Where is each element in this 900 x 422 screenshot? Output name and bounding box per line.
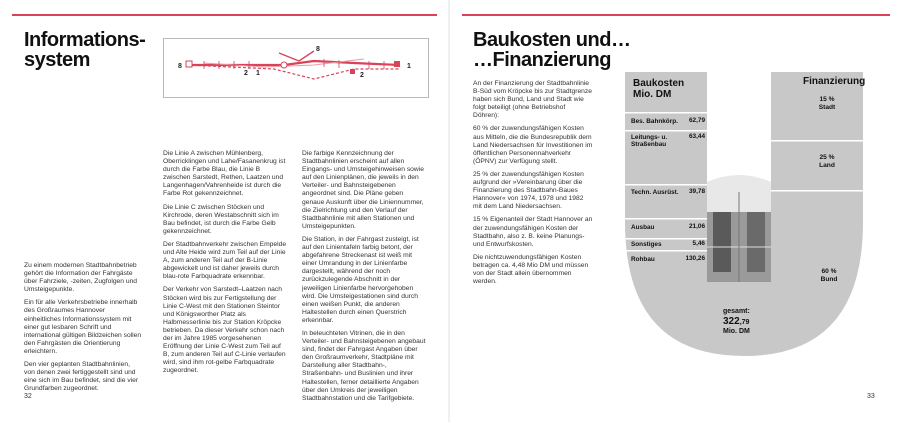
paragraph: Die nichtzuwendungsfähigen Kosten betragen ca. 4,48 Mio DM und müssen von der Stadt allein übernommen werden. <box>473 253 589 286</box>
cost-label: Sonstiges <box>631 241 662 248</box>
total-integer: 322 <box>723 316 740 327</box>
share-percent: 60 % <box>821 268 837 275</box>
title-line-2: …Finanzierung <box>473 49 611 71</box>
cost-heading-line2: Mio. DM <box>633 89 672 100</box>
share-land <box>807 154 847 170</box>
map-label-8-north: 8 <box>316 46 320 53</box>
paragraph: Die Station, in der Fahrgast zusteigt, ist auf den Linientafeln farbig betont, der abgefahrene Streckenast ist weiß mit einer Umrandung in der Linienfarbe dargestellt, während der noch zurückzulegende Abschnitt in der jeweiligen Linienfarbe hervorgehoben wird. Die Umsteigestationen sind durch einen weißen Punkt, die anderen Haltestellen durch einen Querstrich erkennbar. <box>302 235 419 324</box>
paragraph: 25 % der zuwendungsfähigen Kosten aufgrund der »Vereinbarung über die Finanzierung des Stadtbahn-Baues Hannover« von 1974, 1978 und 1982 mit dem Land Niedersachsen. <box>473 170 584 211</box>
map-label-1-east: 1 <box>407 63 411 70</box>
paragraph: Ein für alle Verkehrsbetriebe innerhalb des Großraumes Hannover einheitliches Informationssystem mit einer gut lesbaren Schrift und international gültigen Bildzeichen sollen den Fahrgästen die Orientierung erleichtern. <box>24 299 142 355</box>
terminus-marker-8 <box>186 61 192 67</box>
line-b-branch <box>188 65 400 79</box>
share-stadt <box>807 96 847 112</box>
network-map <box>163 38 429 98</box>
paragraph: 15 % Eigenanteil der Stadt Hannover an der zuwendungsfähigen Kosten der Stadtbahn, also z. B. keine Planungs- und Entwurfskosten. <box>473 216 593 248</box>
share-bund <box>809 268 849 284</box>
paragraph: Der Stadtbahnverkehr zwischen Empelde und Alte Heide wird zum Teil auf der Linie A, zum anderen Teil auf der B-Linie abgewickelt und ist daher jeweils durch blau-rote Farbquadrate erkennbar. <box>163 240 287 281</box>
transfer-station <box>281 62 287 68</box>
paragraph: In beleuchteten Vitrinen, die in den Verteiler- und Bahnsteigebenen angebaut sind, findet der Fahrgast Angaben über den Großraumverkehr, Stadtpläne mit Darstellung aller Stadtbahn-, Straßenbahn- und Buslinien und ihrer Haltestellen, ferner detaillierte Angaben über den Umkreis der jeweiligen Stadtbahnstation und die Tarifgebiete. <box>302 329 426 402</box>
line-branch-north <box>279 51 314 61</box>
total-label: gesamt: <box>723 308 750 315</box>
cost-value: 39,78 <box>689 188 705 195</box>
paragraph: An der Finanzierung der Stadtbahnlinie B-Süd vom Kröpcke bis zur Stadtgrenze haben sich Bund, Land und Stadt wie folgt beteiligt (ohne Betriebshof Döhren): <box>473 80 592 120</box>
map-label-8-west: 8 <box>178 63 182 70</box>
share-percent: 15 % <box>819 96 835 103</box>
paragraph: Den vier geplanten Stadtbahnlinien, von denen zwei fertiggestellt sind und eine sich im Bau befindet, sind die vier Grundfarben zugeordnet. <box>24 361 139 393</box>
cost-value: 21,06 <box>689 223 705 230</box>
cost-value: 5,46 <box>692 240 705 247</box>
paragraph: Die Linie C zwischen Stöcken und Kirchrode, deren Westabschnitt sich im Bau befindet, ist durch die Farbe Gelb gekennzeichnet. <box>163 203 279 235</box>
cost-label: Ausbau <box>631 224 655 231</box>
top-rule-right <box>462 14 890 16</box>
financing-heading: Finanzierung <box>803 76 866 87</box>
page-number-left: 32 <box>24 393 32 400</box>
total-unit: Mio. DM <box>723 328 750 335</box>
text-column-signage <box>302 150 427 408</box>
cost-financing-graphic <box>611 72 867 356</box>
cost-value: 62,79 <box>689 117 705 124</box>
title-line-1: Baukosten und… <box>473 29 631 51</box>
cost-label: Leitungs- u. Straßenbau <box>631 134 668 148</box>
share-name: Bund <box>820 276 838 283</box>
page-title-left <box>24 30 149 70</box>
station-photo <box>707 175 771 282</box>
cost-heading <box>633 78 684 100</box>
cost-label: Bes. Bahnkörp. <box>631 118 678 125</box>
paragraph: Der Verkehr von Sarstedt–Laatzen nach Stöcken wird bis zur Fertigstellung der Linie C-West mit den Stationen Steintor und Königsworther Platz als Halbmesserlinie bis zur Station Kröpcke betrieben. Da dieser Verkehr schon nach der im Jahre 1985 vorgesehenen Eröffnung der Linie C-West zum Teil auf B, zum anderen Teil auf C-Linie verlaufen wird, sind ihm rot-gelbe Farbquadrate zugeordnet. <box>163 286 286 375</box>
text-column-financing <box>473 80 593 291</box>
share-name: Stadt <box>818 104 836 111</box>
paragraph: Die farbige Kennzeichnung der Stadtbahnlinien erscheint auf allen Eingangs- und Umsteigehinweisen sowie auf den Linienplänen, die jeweils in den Verteiler- und Bahnsteigebenen angeordnet sind. Die Pläne geben genaue Auskunft über die Liniennummer, die Zielrichtung und den Verlauf der Stadtbahnlinie mit allen Stationen und Umsteigepunkten. <box>302 150 424 230</box>
paragraph: Zu einem modernen Stadtbahnbetrieb gehört die Information der Fahrgäste über Fahrziele, -zeiten, Zugfolgen und Umsteigepunkte. <box>24 262 138 294</box>
cost-label: Rohbau <box>631 256 655 263</box>
paragraph: Die Linie A zwischen Mühlenberg, Oberricklingen und Lahe/Fasanenkrug ist durch die Farbe Blau, die Linie B zwischen Sarstedt, Rethen, Laatzen und Langenhagen/Vahrenheide ist durch die Farbe Rot gekennzeichnet. <box>163 150 286 198</box>
text-column-lines <box>163 150 288 380</box>
text-column-intro <box>24 262 142 398</box>
cost-label: Techn. Ausrüst. <box>631 189 679 196</box>
map-label-2-east: 2 <box>360 72 364 79</box>
total-value <box>723 316 749 328</box>
page-gutter <box>448 0 450 422</box>
cost-value: 130,26 <box>685 255 705 262</box>
page-title-right <box>473 30 633 70</box>
top-rule-left <box>12 14 437 16</box>
share-percent: 25 % <box>819 154 835 161</box>
cost-heading-line1: Baukosten <box>633 78 685 89</box>
page-number-right: 33 <box>867 393 875 400</box>
title-line-1: Informations- <box>24 29 146 51</box>
network-map-drawing <box>164 39 428 97</box>
terminus-marker-1 <box>394 61 400 67</box>
terminus-marker-2 <box>350 69 355 74</box>
map-label-2-west: 2 <box>244 70 248 77</box>
title-line-2: system <box>24 49 90 71</box>
map-label-1-west: 1 <box>256 70 260 77</box>
total-decimal: ,79 <box>739 319 750 326</box>
paragraph: 60 % der zuwendungsfähigen Kosten aus Mitteln, die die Bundesrepublik dem Land Niedersachsen für Investitionen im öffentlichen Personennahverkehr (ÖPNV) zur Verfügung stellt. <box>473 125 593 165</box>
share-name: Land <box>819 162 835 169</box>
cost-value: 63,44 <box>689 133 705 140</box>
